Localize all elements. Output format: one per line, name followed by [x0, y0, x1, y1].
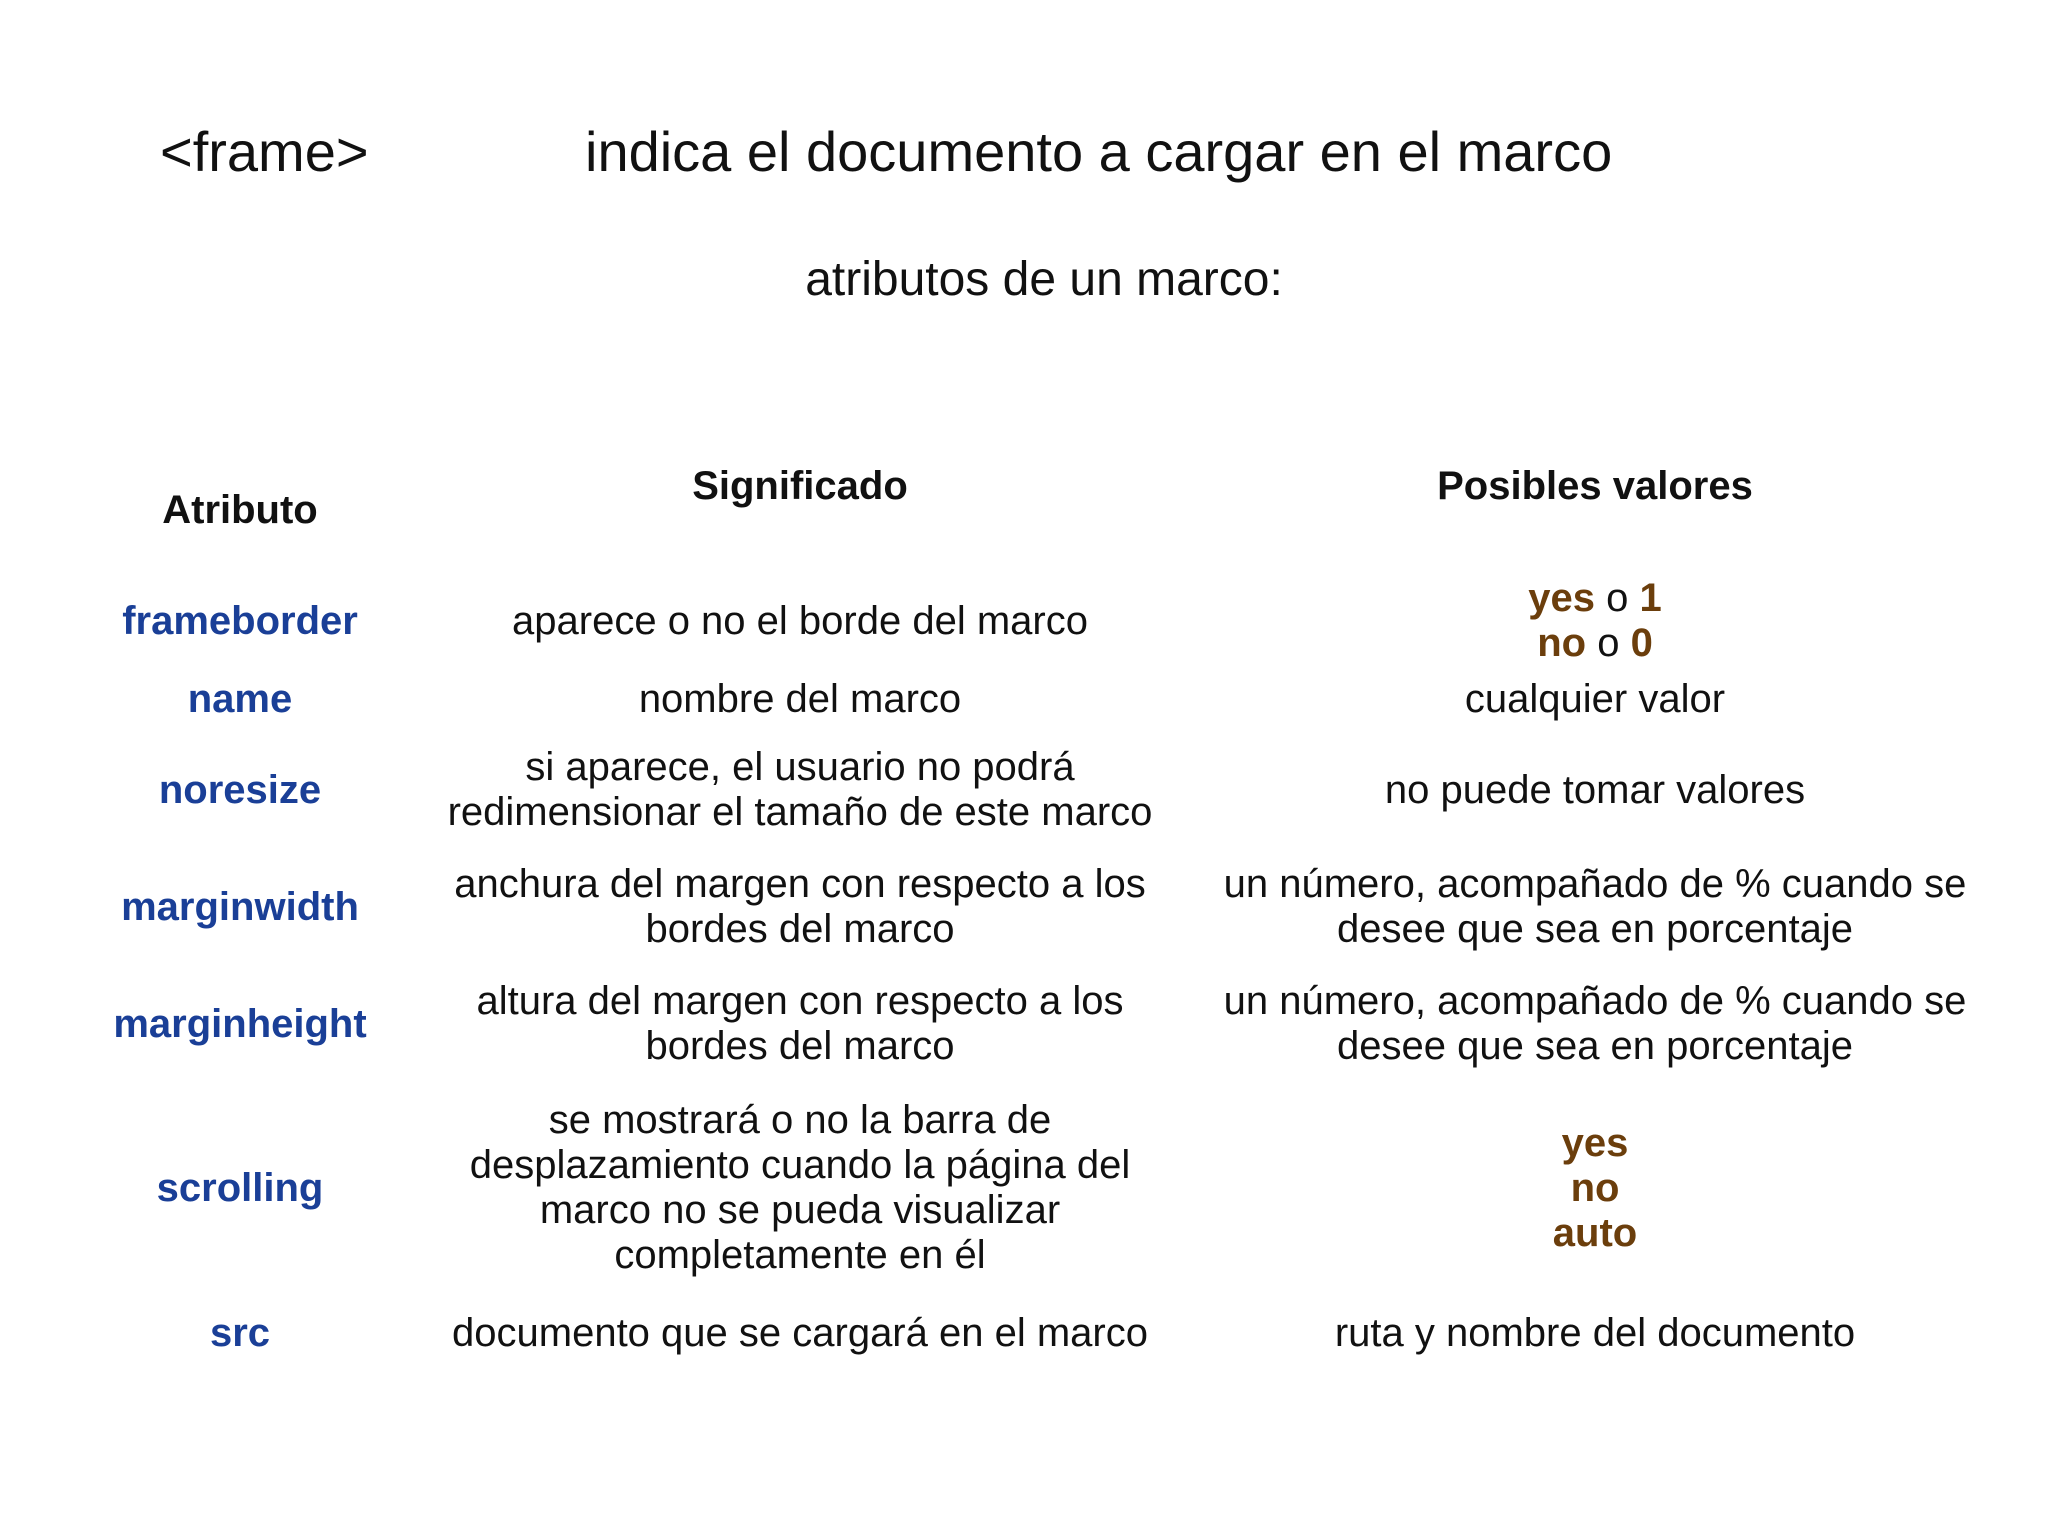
column-header-attribute: Atributo	[162, 488, 318, 532]
table-row-marginheight-attribute: marginheight	[113, 1001, 367, 1046]
column-header-meaning: Significado	[692, 464, 908, 508]
meaning-line: bordes del marco	[645, 1024, 955, 1068]
value-keyword: 1	[1639, 576, 1662, 620]
table-row-frameborder-meaning	[420, 576, 1180, 666]
table-row-src-attribute: src	[209, 1310, 271, 1355]
table-row-marginheight-meaning	[420, 979, 1180, 1069]
value-keyword: no	[1537, 621, 1587, 665]
value-separator: o	[1597, 621, 1620, 665]
meaning-line: altura del margen con respecto a los	[476, 979, 1124, 1023]
value-keyword: 0	[1630, 621, 1653, 665]
table-row-name-values	[1195, 676, 1995, 722]
subtitle: atributos de un marco:	[805, 253, 1283, 306]
meaning-line: anchura del margen con respecto a los	[454, 862, 1146, 906]
column-header-values: Posibles valores	[1437, 464, 1753, 508]
table-row-scrolling-attribute: scrolling	[156, 1165, 324, 1210]
meaning-line: si aparece, el usuario no podrá	[525, 745, 1075, 789]
meaning-line: desplazamiento cuando la página del	[469, 1143, 1131, 1187]
value-line-yes-1	[1528, 576, 1662, 621]
meaning-line: documento que se cargará en el marco	[452, 1310, 1148, 1355]
table-row-scrolling-values	[1195, 1097, 1995, 1279]
value-line: cualquier valor	[1464, 676, 1726, 721]
value-line: desee que sea en porcentaje	[1337, 907, 1853, 951]
value-line: un número, acompañado de % cuando se	[1223, 862, 1967, 906]
meaning-line: marco no se pueda visualizar	[539, 1188, 1061, 1232]
meaning-line: se mostrará o no la barra de	[548, 1098, 1052, 1142]
table-row-noresize-meaning	[420, 745, 1180, 835]
value-keyword: auto	[1552, 1210, 1638, 1255]
table-row-noresize-values	[1195, 745, 1995, 835]
table-row-frameborder-attribute: frameborder	[122, 598, 358, 643]
value-line: no puede tomar valores	[1384, 767, 1806, 812]
value-line: ruta y nombre del documento	[1334, 1310, 1856, 1355]
value-keyword: yes	[1528, 576, 1595, 620]
frame-tag-label: <frame>	[160, 120, 369, 183]
frame-description: indica el documento a cargar en el marco	[585, 120, 1613, 183]
value-separator: o	[1606, 576, 1629, 620]
table-row-scrolling-meaning	[420, 1097, 1180, 1279]
table-row-src-meaning	[420, 1310, 1180, 1356]
table-row-frameborder-values	[1195, 576, 1995, 666]
value-line-no-0	[1537, 621, 1653, 666]
table-row-marginwidth-values	[1195, 862, 1995, 952]
meaning-line: nombre del marco	[638, 676, 962, 721]
meaning-line: aparece o no el borde del marco	[512, 598, 1088, 643]
table-row-marginwidth-attribute: marginwidth	[121, 884, 359, 929]
meaning-line: redimensionar el tamaño de este marco	[447, 790, 1153, 834]
table-row-name-attribute: name	[187, 676, 293, 721]
table-row-marginwidth-meaning	[420, 862, 1180, 952]
meaning-line: bordes del marco	[645, 907, 955, 951]
meaning-line: completamente en él	[614, 1233, 986, 1277]
value-keyword: yes	[1561, 1120, 1629, 1165]
table-row-noresize-attribute: noresize	[158, 767, 322, 812]
value-line: desee que sea en porcentaje	[1337, 1024, 1853, 1068]
table-row-src-values	[1195, 1310, 1995, 1356]
table-row-marginheight-values	[1195, 979, 1995, 1069]
table-row-name-meaning	[420, 676, 1180, 722]
value-line: un número, acompañado de % cuando se	[1223, 979, 1967, 1023]
value-keyword: no	[1570, 1165, 1620, 1210]
